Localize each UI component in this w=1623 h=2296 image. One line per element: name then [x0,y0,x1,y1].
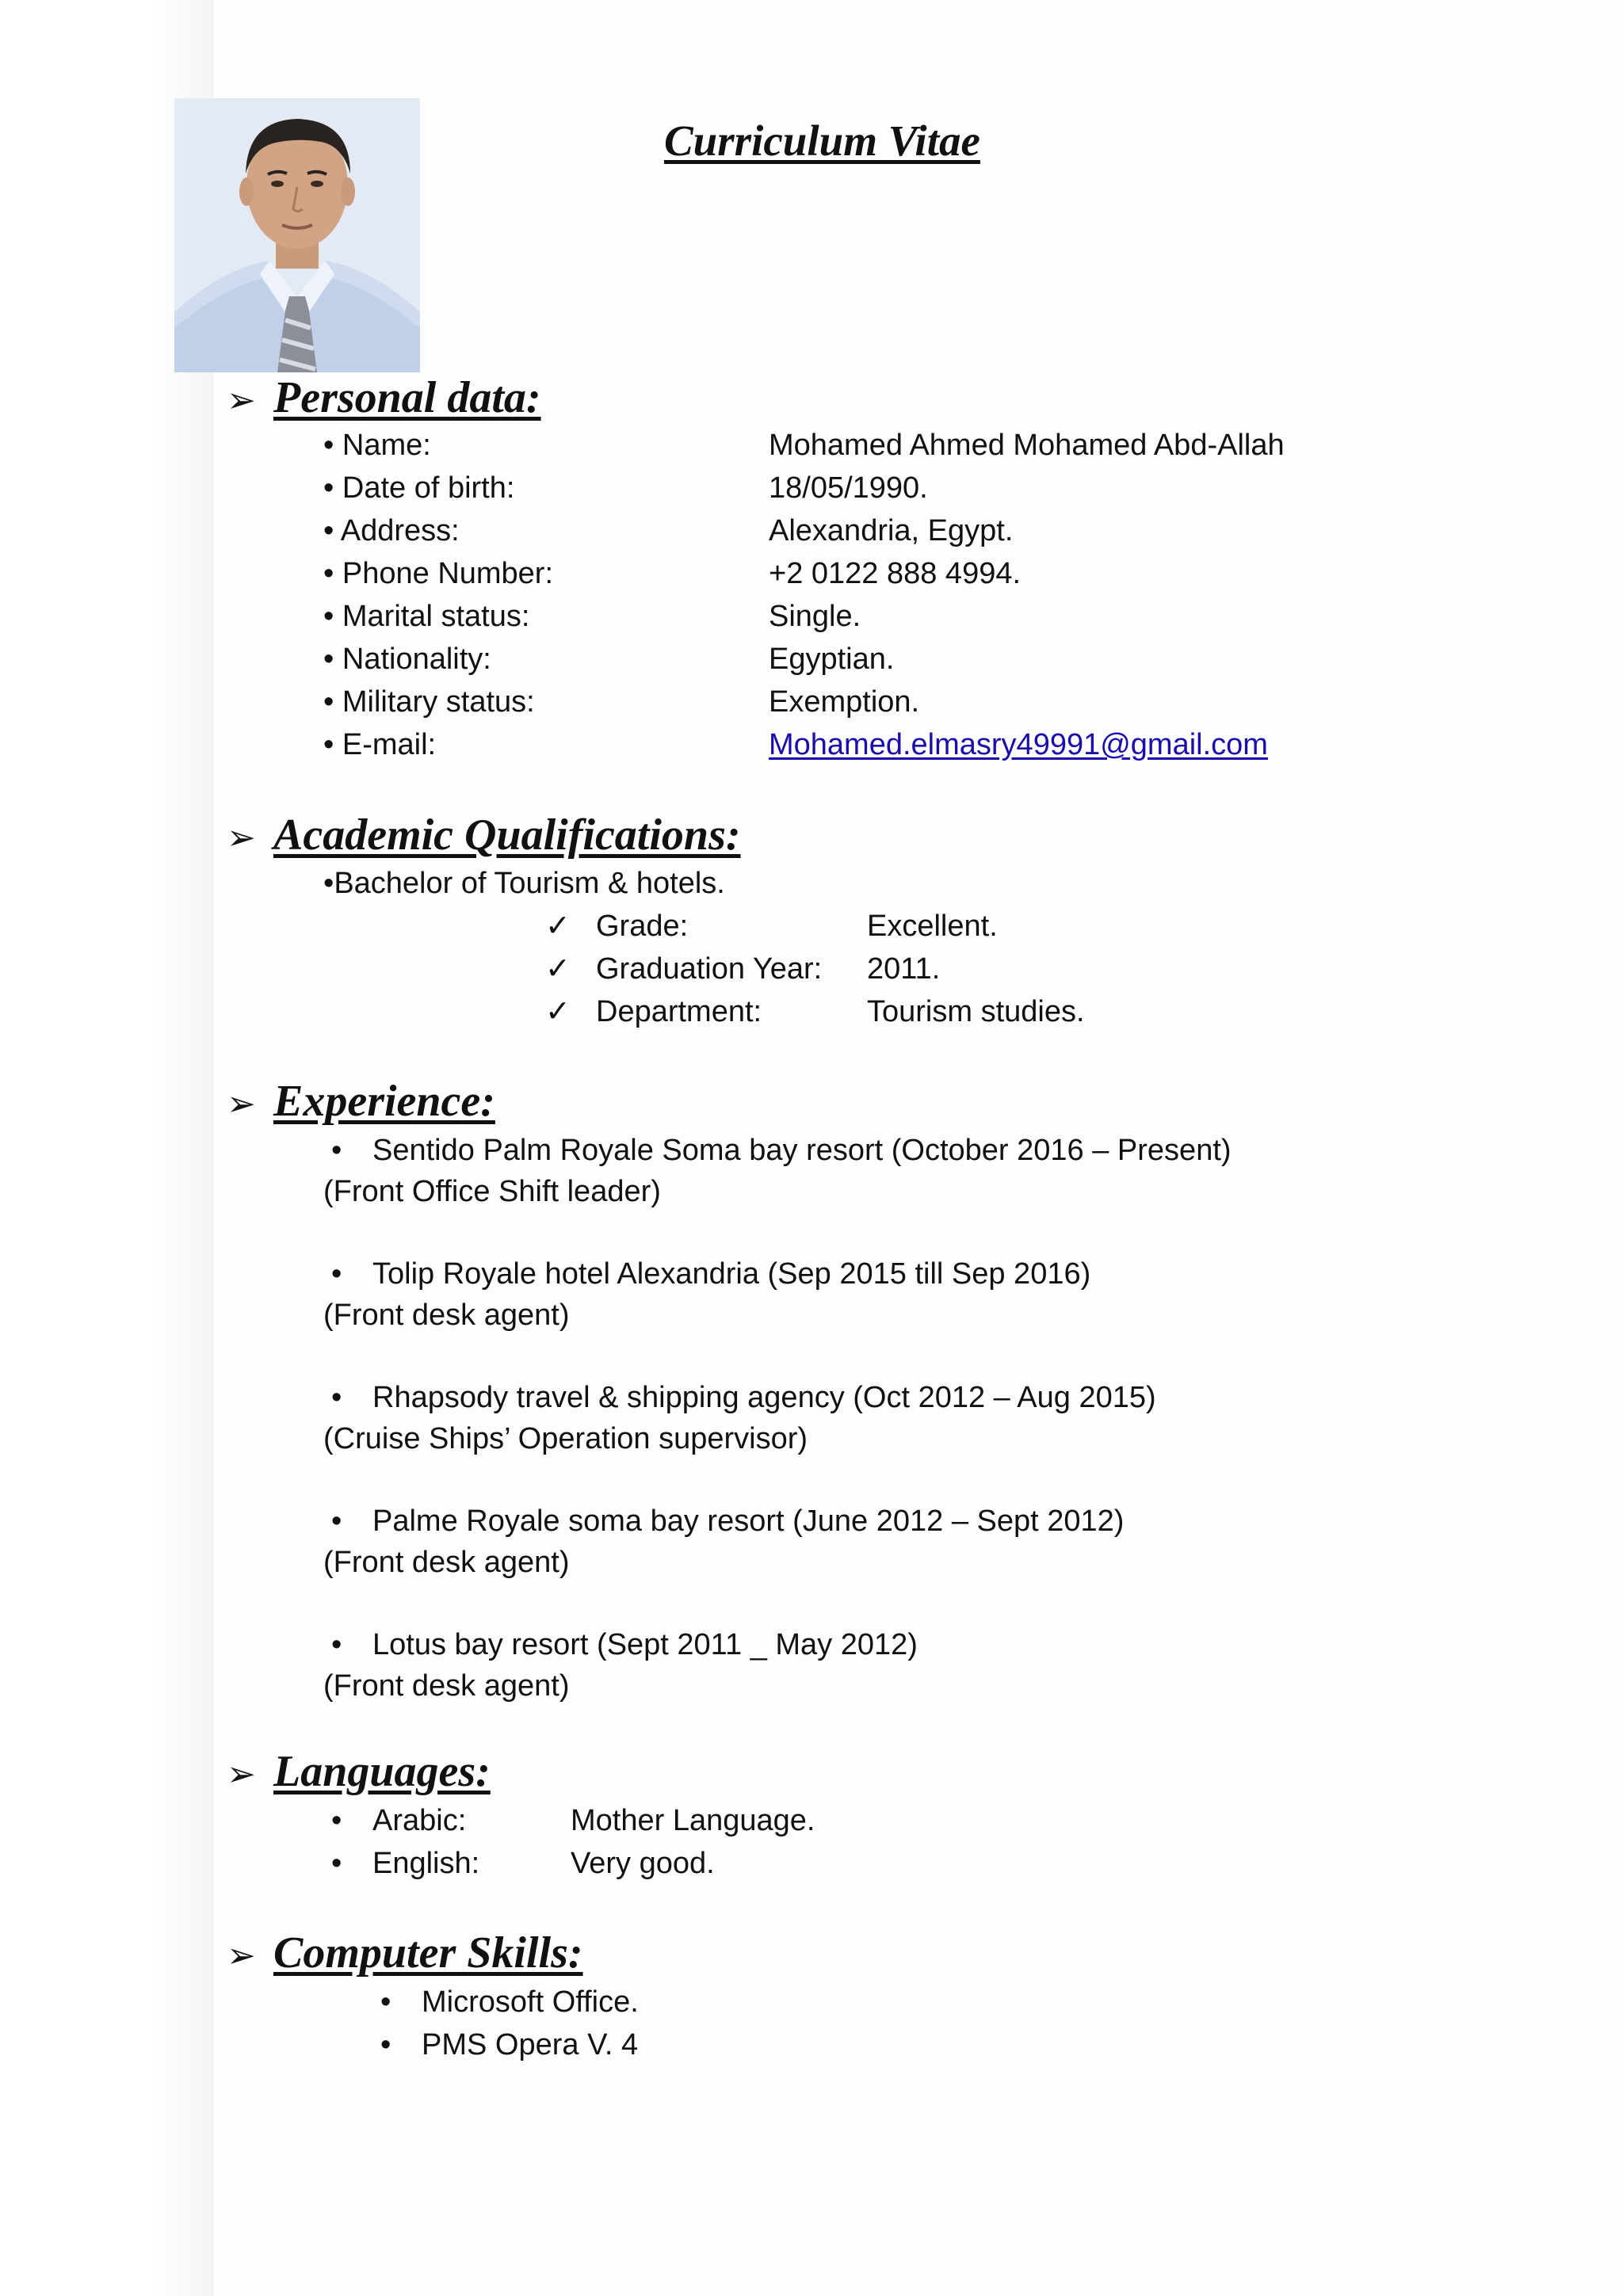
personal-label-email: E-mail: [342,728,437,761]
academic-degree [323,866,725,901]
bullet-icon: • [331,1134,342,1167]
experience-role: (Front Office Shift leader) [323,1175,661,1208]
bullet-icon: • [323,685,334,719]
bullet-icon: • [323,867,334,900]
section-heading-experience: Experience: [273,1077,495,1126]
personal-row [323,471,514,505]
language-label-arabic: Arabic: [372,1804,467,1837]
experience-place: Rhapsody travel & shipping agency (Oct 2012 – Aug 2015) [372,1381,1156,1414]
personal-label-dob: Date of birth: [342,471,515,505]
personal-row [323,727,436,762]
language-label-english: English: [372,1847,480,1880]
bullet-icon: • [331,1804,342,1837]
bullet-icon: • [323,557,334,590]
academic-label-department: Department: [596,995,762,1028]
bullet-icon: • [323,600,334,633]
check-icon: ✓ [545,952,571,986]
arrow-right-icon: ➢ [227,1755,256,1794]
bullet-icon: • [323,471,334,505]
personal-row [323,513,460,548]
experience-place: Palme Royale soma bay resort (June 2012 – Sept 2012) [372,1505,1125,1538]
experience-place: Tolip Royale hotel Alexandria (Sep 2015 till Sep 2016) [372,1257,1091,1291]
email-link[interactable]: Mohamed.elmasry49991@gmail.com [769,728,1268,761]
personal-label-marital: Marital status: [342,600,530,633]
personal-value-dob: 18/05/1990. [769,471,928,505]
bullet-icon: • [323,429,334,462]
check-icon: ✓ [545,910,571,943]
section-heading-computer: Computer Skills: [273,1928,583,1978]
academic-label-year: Graduation Year: [596,952,823,986]
arrow-right-icon: ➢ [227,381,256,420]
profile-photo [174,98,420,372]
section-heading-languages: Languages: [273,1747,491,1796]
bullet-icon: • [323,643,334,676]
personal-row [323,642,491,677]
bullet-icon: • [323,728,334,761]
personal-value-phone: +2 0122 888 4994. [769,557,1022,590]
personal-row [323,556,553,591]
bullet-icon: • [331,1847,342,1880]
language-value-arabic: Mother Language. [571,1804,815,1837]
bullet-icon: • [380,1985,391,2019]
experience-role: (Front desk agent) [323,1669,570,1703]
personal-value-name: Mohamed Ahmed Mohamed Abd-Allah [769,429,1285,462]
arrow-right-icon: ➢ [227,818,256,857]
personal-value-military: Exemption. [769,685,920,719]
personal-label-name: Name: [342,429,431,462]
page-title: Curriculum Vitae [664,116,980,165]
academic-value-grade: Excellent. [867,910,998,943]
computer-skill: Microsoft Office. [422,1985,639,2019]
section-heading-personal: Personal data: [273,373,541,422]
personal-row [323,599,529,634]
experience-role: (Front desk agent) [323,1546,570,1579]
academic-value-year: 2011. [867,952,941,986]
personal-row [323,428,431,463]
check-icon: ✓ [545,995,571,1028]
bullet-icon: • [380,2028,391,2061]
arrow-right-icon: ➢ [227,1936,256,1975]
personal-label-nationality: Nationality: [342,643,491,676]
academic-value-department: Tourism studies. [867,995,1085,1028]
computer-skill: PMS Opera V. 4 [422,2028,639,2061]
personal-label-military: Military status: [342,685,535,719]
personal-label-address: Address: [340,514,460,547]
personal-value-address: Alexandria, Egypt. [769,514,1014,547]
bullet-icon: • [331,1381,342,1414]
arrow-right-icon: ➢ [227,1085,256,1123]
language-value-english: Very good. [571,1847,715,1880]
bullet-icon: • [331,1628,342,1661]
experience-place: Lotus bay resort (Sept 2011 _ May 2012) [372,1628,918,1661]
personal-row [323,685,535,719]
section-heading-academic: Academic Qualifications: [273,810,741,860]
academic-degree-text: Bachelor of Tourism & hotels. [334,867,725,900]
experience-role: (Cruise Ships’ Operation supervisor) [323,1422,808,1455]
experience-role: (Front desk agent) [323,1299,570,1332]
experience-place: Sentido Palm Royale Soma bay resort (October 2016 – Present) [372,1134,1232,1167]
bullet-icon: • [331,1505,342,1538]
personal-value-marital: Single. [769,600,861,633]
bullet-icon: • [323,514,334,547]
personal-value-nationality: Egyptian. [769,643,895,676]
academic-label-grade: Grade: [596,910,689,943]
bullet-icon: • [331,1257,342,1291]
personal-label-phone: Phone Number: [342,557,554,590]
profile-photo-illustration [174,98,420,372]
